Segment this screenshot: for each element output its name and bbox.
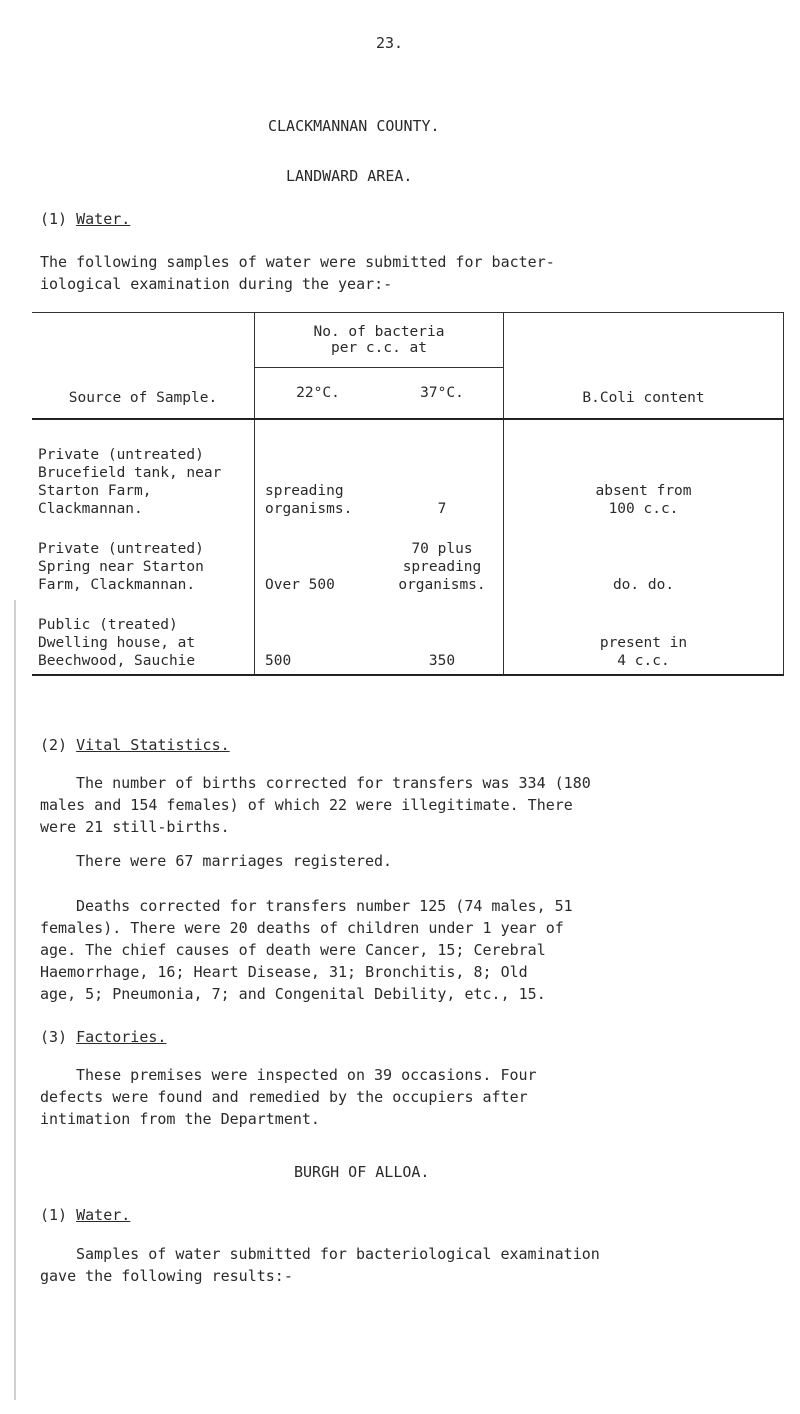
marriages-paragraph: There were 67 marriages registered. bbox=[76, 852, 393, 870]
cell-source: Public (treated) Dwelling house, at Beechwood, Sauchie bbox=[38, 617, 196, 669]
table-row bbox=[32, 594, 784, 675]
area-heading: LANDWARD AREA. bbox=[286, 167, 413, 185]
burgh-water-intro: Samples of water submitted for bacteriological examination gave the following results:- bbox=[40, 1245, 600, 1285]
table-row bbox=[32, 518, 784, 594]
cell-bcoli: absent from 100 c.c. bbox=[595, 483, 692, 517]
cell-bcoli: present in 4 c.c. bbox=[599, 635, 688, 669]
section-factories-title-text: Factories. bbox=[76, 1028, 167, 1046]
col-header-source: Source of Sample. bbox=[32, 313, 255, 420]
section-vital-statistics-title-text: Vital Statistics. bbox=[76, 736, 230, 754]
cell-bcoli: do. do. bbox=[612, 577, 675, 593]
water-samples-table bbox=[32, 312, 784, 676]
cell-source: Private (untreated) Spring near Starton Farm, Clackmannan. bbox=[38, 541, 204, 593]
section-factories-title: (3) Factories. bbox=[40, 1028, 167, 1046]
page-edge-shadow bbox=[14, 600, 16, 1400]
cell-22c: Over 500 bbox=[265, 577, 335, 593]
births-paragraph: The number of births corrected for transfers was 334 (180 males and 154 females) of which 22 were illegitimate. There were 21 still-births. bbox=[40, 774, 591, 836]
section-burgh-water-title: (1) Water. bbox=[40, 1206, 131, 1224]
section-water-title-text: Water. bbox=[76, 210, 131, 228]
section-water-intro: The following samples of water were submitted for bacter- iological examination during the year:- bbox=[40, 253, 555, 293]
cell-37c: 7 bbox=[437, 501, 447, 517]
col-header-bacteria-group: No. of bacteria per c.c. at bbox=[255, 313, 504, 368]
section-vital-statistics-title: (2) Vital Statistics. bbox=[40, 736, 230, 754]
county-heading: CLACKMANNAN COUNTY. bbox=[268, 117, 440, 135]
cell-37c: 70 plus spreading organisms. bbox=[398, 541, 486, 593]
deaths-paragraph: Deaths corrected for transfers number 125 (74 males, 51 females). There were 20 deaths of children under 1 year of age. The chief causes of death were Cancer, 15; Cerebral Haemorrhage, 16; Heart Disease, 31; Bronchitis, 8; Old age, 5; Pneumonia, 7; and Congenital Debility, etc., 15. bbox=[40, 897, 573, 1003]
table-row bbox=[32, 419, 784, 518]
section-water-title: (1) Water. bbox=[40, 210, 131, 228]
section-burgh-water-title-text: Water. bbox=[76, 1206, 131, 1224]
col-header-bcoli: B.Coli content bbox=[504, 313, 784, 420]
cell-37c: 350 bbox=[428, 653, 456, 669]
page-number: 23. bbox=[376, 34, 404, 52]
col-header-22c: 22°C. bbox=[255, 368, 382, 420]
burgh-heading: BURGH OF ALLOA. bbox=[294, 1163, 430, 1181]
cell-22c: spreading organisms. bbox=[265, 483, 353, 517]
cell-22c: 500 bbox=[265, 653, 292, 669]
col-header-37c: 37°C. bbox=[381, 368, 504, 420]
factories-paragraph: These premises were inspected on 39 occasions. Four defects were found and remedied by the occupiers after intimation from the Department. bbox=[40, 1066, 537, 1128]
cell-source: Private (untreated) Brucefield tank, near Starton Farm, Clackmannan. bbox=[38, 447, 222, 517]
